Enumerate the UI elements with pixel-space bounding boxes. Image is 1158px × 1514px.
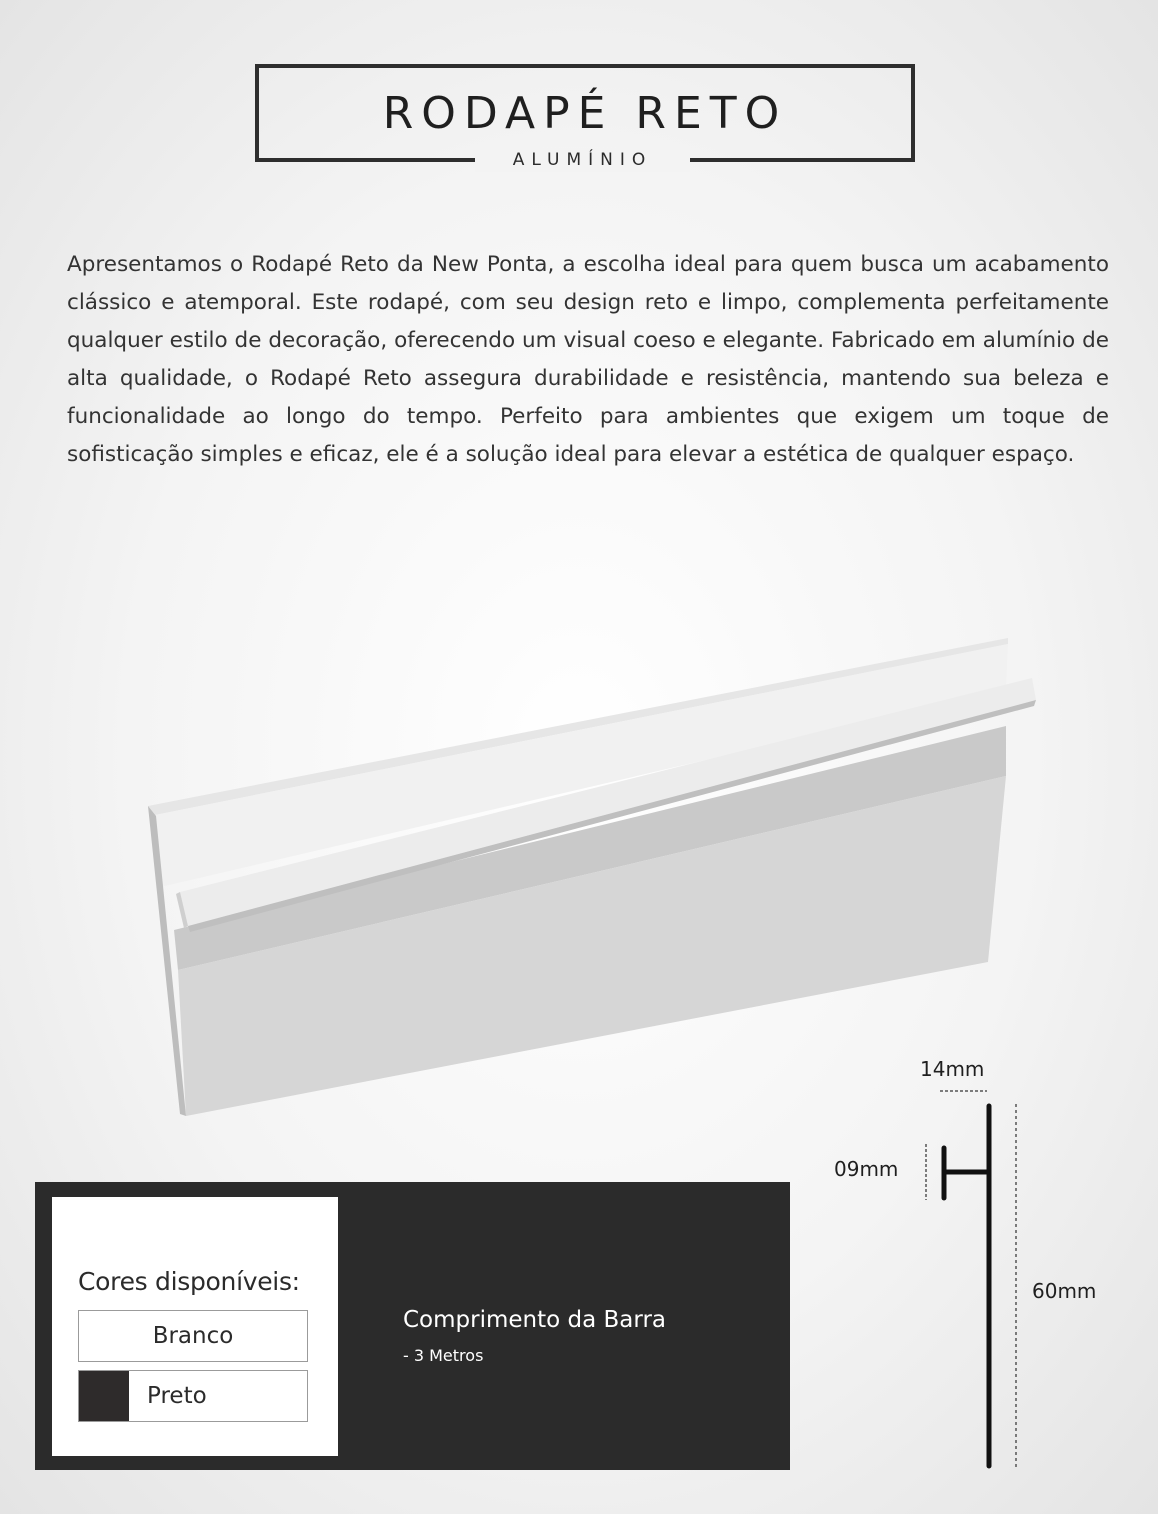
colors-box (52, 1197, 338, 1456)
page-subtitle: ALUMÍNIO (512, 150, 653, 170)
length-title: Comprimento da Barra (403, 1307, 666, 1333)
color-option-black[interactable] (78, 1370, 308, 1422)
product-description: Apresentamos o Rodapé Reto da New Ponta, a escolha ideal para quem busca um acabamento clássico e atemporal. Este rodapé, com seu design reto e limpo, complementa perfeitamente qualquer estilo de decoração, oferecendo um visual coeso e elegante. Fabricado em alumínio de alta qualidade, o Rodapé Reto assegura durabilidade e resistência, mantendo sua beleza e funcionalidade ao longo do tempo. Perfeito para ambientes que exigem um toque de sofisticação simples e eficaz, ele é a solução ideal para elevar a estética de qualquer espaço. (67, 252, 1109, 467)
colors-title: Cores disponíveis: (78, 1267, 300, 1296)
dim-lip-label: 09mm (834, 1157, 899, 1181)
color-label-black: Preto (147, 1383, 207, 1409)
color-option-white[interactable] (78, 1310, 308, 1362)
dim-height-label: 60mm (1032, 1279, 1097, 1303)
dim-depth-label: 14mm (920, 1057, 985, 1081)
dimension-diagram (820, 1050, 1130, 1480)
length-value: - 3 Metros (403, 1346, 484, 1365)
color-chip-black (79, 1371, 129, 1421)
color-label-white: Branco (152, 1323, 234, 1349)
page-title: RODAPÉ RETO (382, 88, 788, 139)
info-panel (35, 1182, 790, 1470)
subtitle-wrap (475, 148, 690, 172)
